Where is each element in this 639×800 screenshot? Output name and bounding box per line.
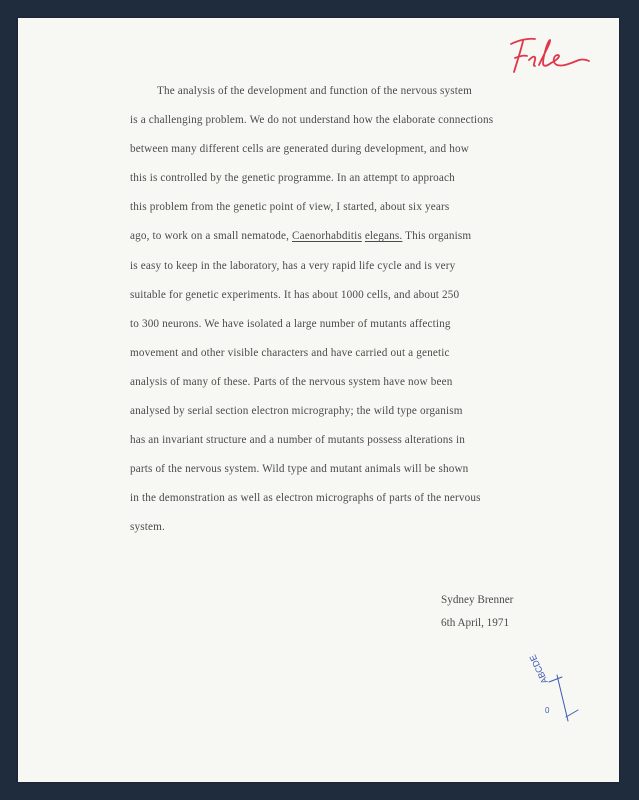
signature-block [441, 594, 513, 640]
letter-line: this is controlled by the genetic programme. In an attempt to approach [130, 172, 455, 185]
letter-line: analysis of many of these. Parts of the nervous system have now been [130, 375, 453, 388]
letter-line: analysed by serial section electron micrography; the wild type organism [130, 405, 463, 418]
letter-line [130, 229, 590, 258]
signature-name: Sydney Brenner [441, 594, 514, 606]
letter-line: movement and other visible characters and have carried out a genetic [130, 346, 450, 359]
letter-line: has an invariant structure and a number of mutants possess alterations in [130, 434, 465, 447]
stamp-letters: ABCDE [527, 653, 550, 686]
line-text: ago, to work on a small nematode, [130, 230, 290, 243]
letter-line: is a challenging problem. We do not understand how the elaborate connections [130, 114, 494, 127]
letter-line: The analysis of the development and function of the nervous system [157, 85, 472, 97]
svg-text:File: File [505, 30, 507, 31]
letter-line: parts of the nervous system. Wild type and mutant animals will be shown [130, 463, 469, 476]
document-page [18, 18, 619, 782]
stamp-digit: 0 [545, 706, 550, 715]
handwritten-file-note [505, 30, 595, 78]
letter-line: in the demonstration as well as electron micrographs of parts of the nervous [130, 492, 481, 505]
line-text: This organism [405, 230, 472, 243]
letter-line: suitable for genetic experiments. It has about 1000 cells, and about 250 [130, 288, 460, 301]
letter-line: this problem from the genetic point of view, I started, about six years [130, 201, 450, 214]
letter-body [130, 84, 590, 550]
letter-line: system. [130, 521, 165, 534]
species-name: elegans. [364, 230, 403, 243]
letter-line: between many different cells are generated during development, and how [130, 143, 469, 156]
genus-name: Caenorhabditis [292, 230, 362, 243]
archive-stamp [500, 646, 590, 726]
signature-date: 6th April, 1971 [441, 617, 510, 629]
letter-line: to 300 neurons. We have isolated a large number of mutants affecting [130, 317, 451, 330]
letter-line: is easy to keep in the laboratory, has a very rapid life cycle and is very [130, 259, 456, 272]
